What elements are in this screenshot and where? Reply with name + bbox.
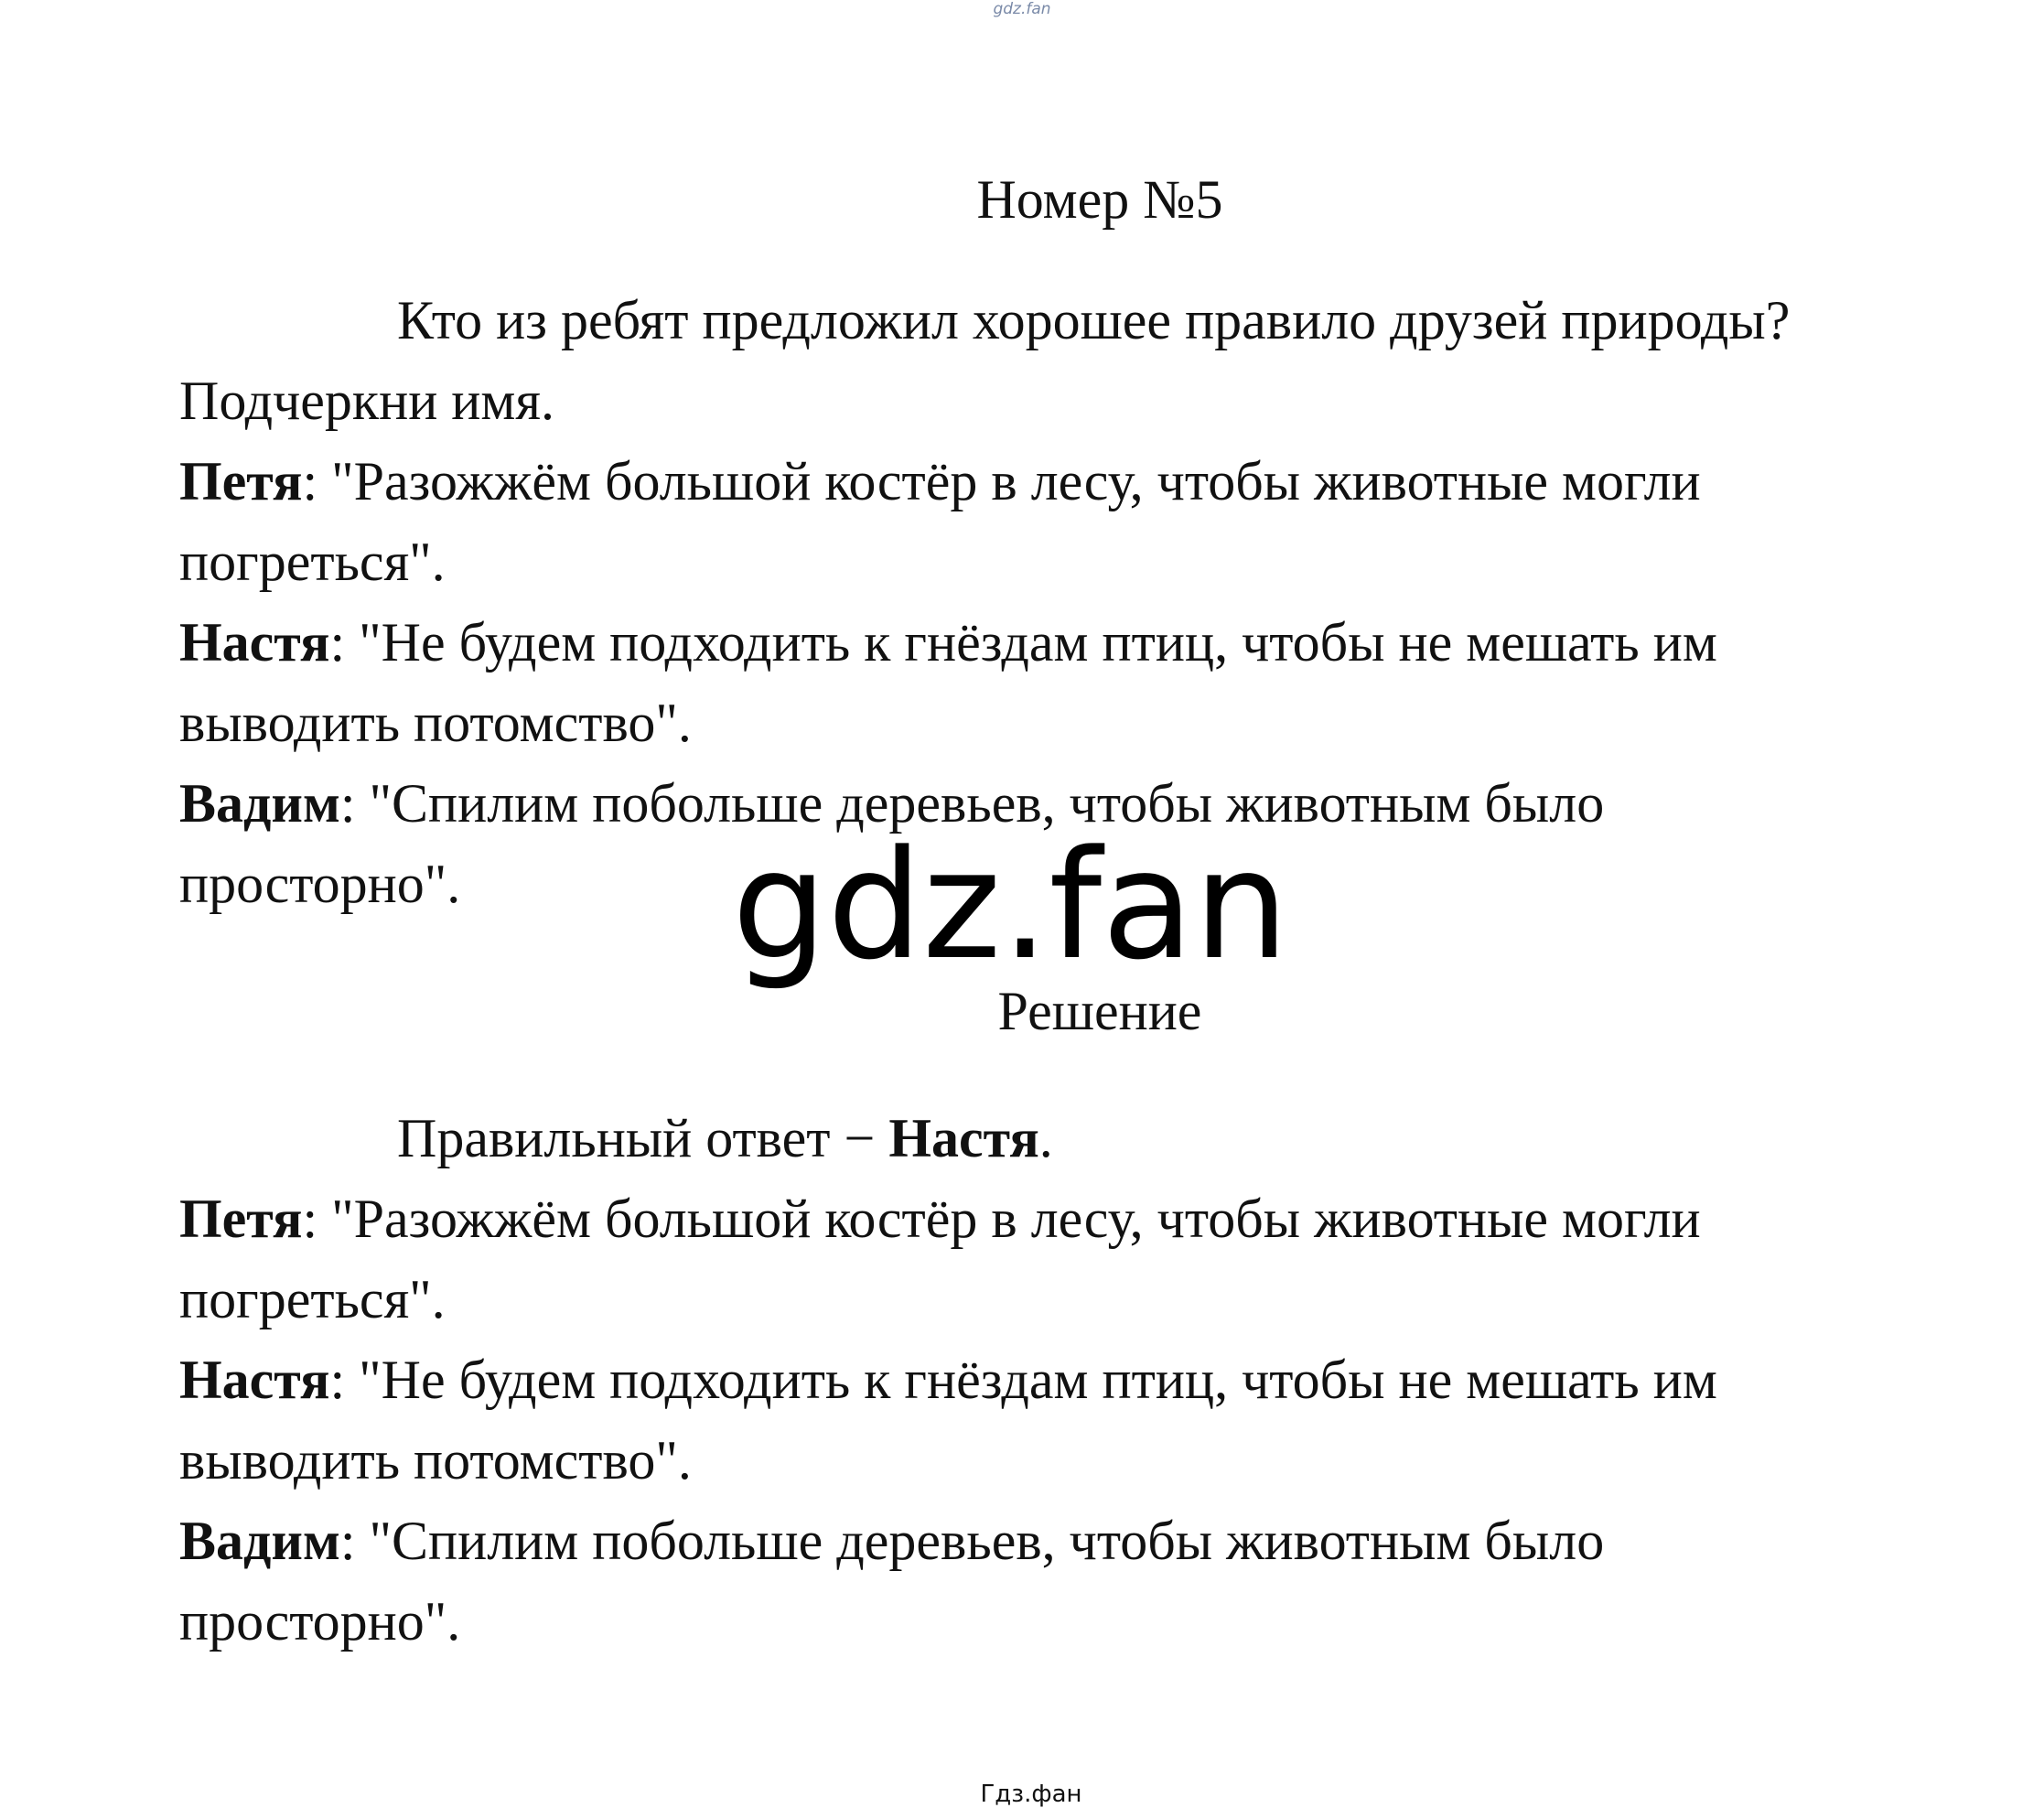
footer-site-name: Гдз.фан <box>980 1781 1082 1808</box>
answer-line: Правильный ответ − Настя. <box>397 1108 1053 1168</box>
solution-nastya-line-1: Настя: "Не будем подходить к гнёздам птиц, чтобы не мешать им <box>179 1350 1717 1410</box>
child-name-nastya: Настя <box>179 612 330 673</box>
child-name-petya: Петя <box>179 451 303 511</box>
question-line-2: Подчеркни имя. <box>179 371 554 431</box>
task-title: Номер №5 <box>976 169 1223 230</box>
solution-name-nastya: Настя <box>179 1350 330 1410</box>
solution-petya-line-2: погреться". <box>179 1269 446 1329</box>
solution-petya-line-1: Петя: "Разожжём большой костёр в лесу, чтобы животные могли <box>179 1189 1701 1249</box>
statement-petya-line-2: погреться". <box>179 532 446 592</box>
solution-name-vadim: Вадим <box>179 1511 340 1571</box>
child-name-vadim: Вадим <box>179 773 340 834</box>
top-watermark-small: gdz.fan <box>993 0 1051 18</box>
statement-vadim-line-1: Вадим: "Спилим побольше деревьев, чтобы животным было <box>179 773 1605 834</box>
statement-nastya-line-1: Настя: "Не будем подходить к гнёздам птиц, чтобы не мешать им <box>179 612 1717 673</box>
statement-vadim-line-2: просторно". <box>179 854 461 914</box>
solution-nastya-line-2: выводить потомство". <box>179 1430 692 1491</box>
solution-vadim-line-2: просторно". <box>179 1591 461 1652</box>
site-watermark: gdz.fan <box>732 818 1289 993</box>
statement-petya-line-1: Петя: "Разожжём большой костёр в лесу, чтобы животные могли <box>179 451 1701 511</box>
solution-name-petya: Петя <box>179 1189 303 1249</box>
solution-vadim-line-1: Вадим: "Спилим побольше деревьев, чтобы животным было <box>179 1511 1605 1571</box>
solution-block <box>179 1098 1918 1662</box>
statement-nastya-line-2: выводить потомство". <box>179 693 692 753</box>
question-line-1: Кто из ребят предложил хорошее правило друзей природы? <box>397 290 1791 350</box>
answer-name: Настя <box>888 1108 1039 1168</box>
solution-title: Решение <box>997 981 1202 1041</box>
